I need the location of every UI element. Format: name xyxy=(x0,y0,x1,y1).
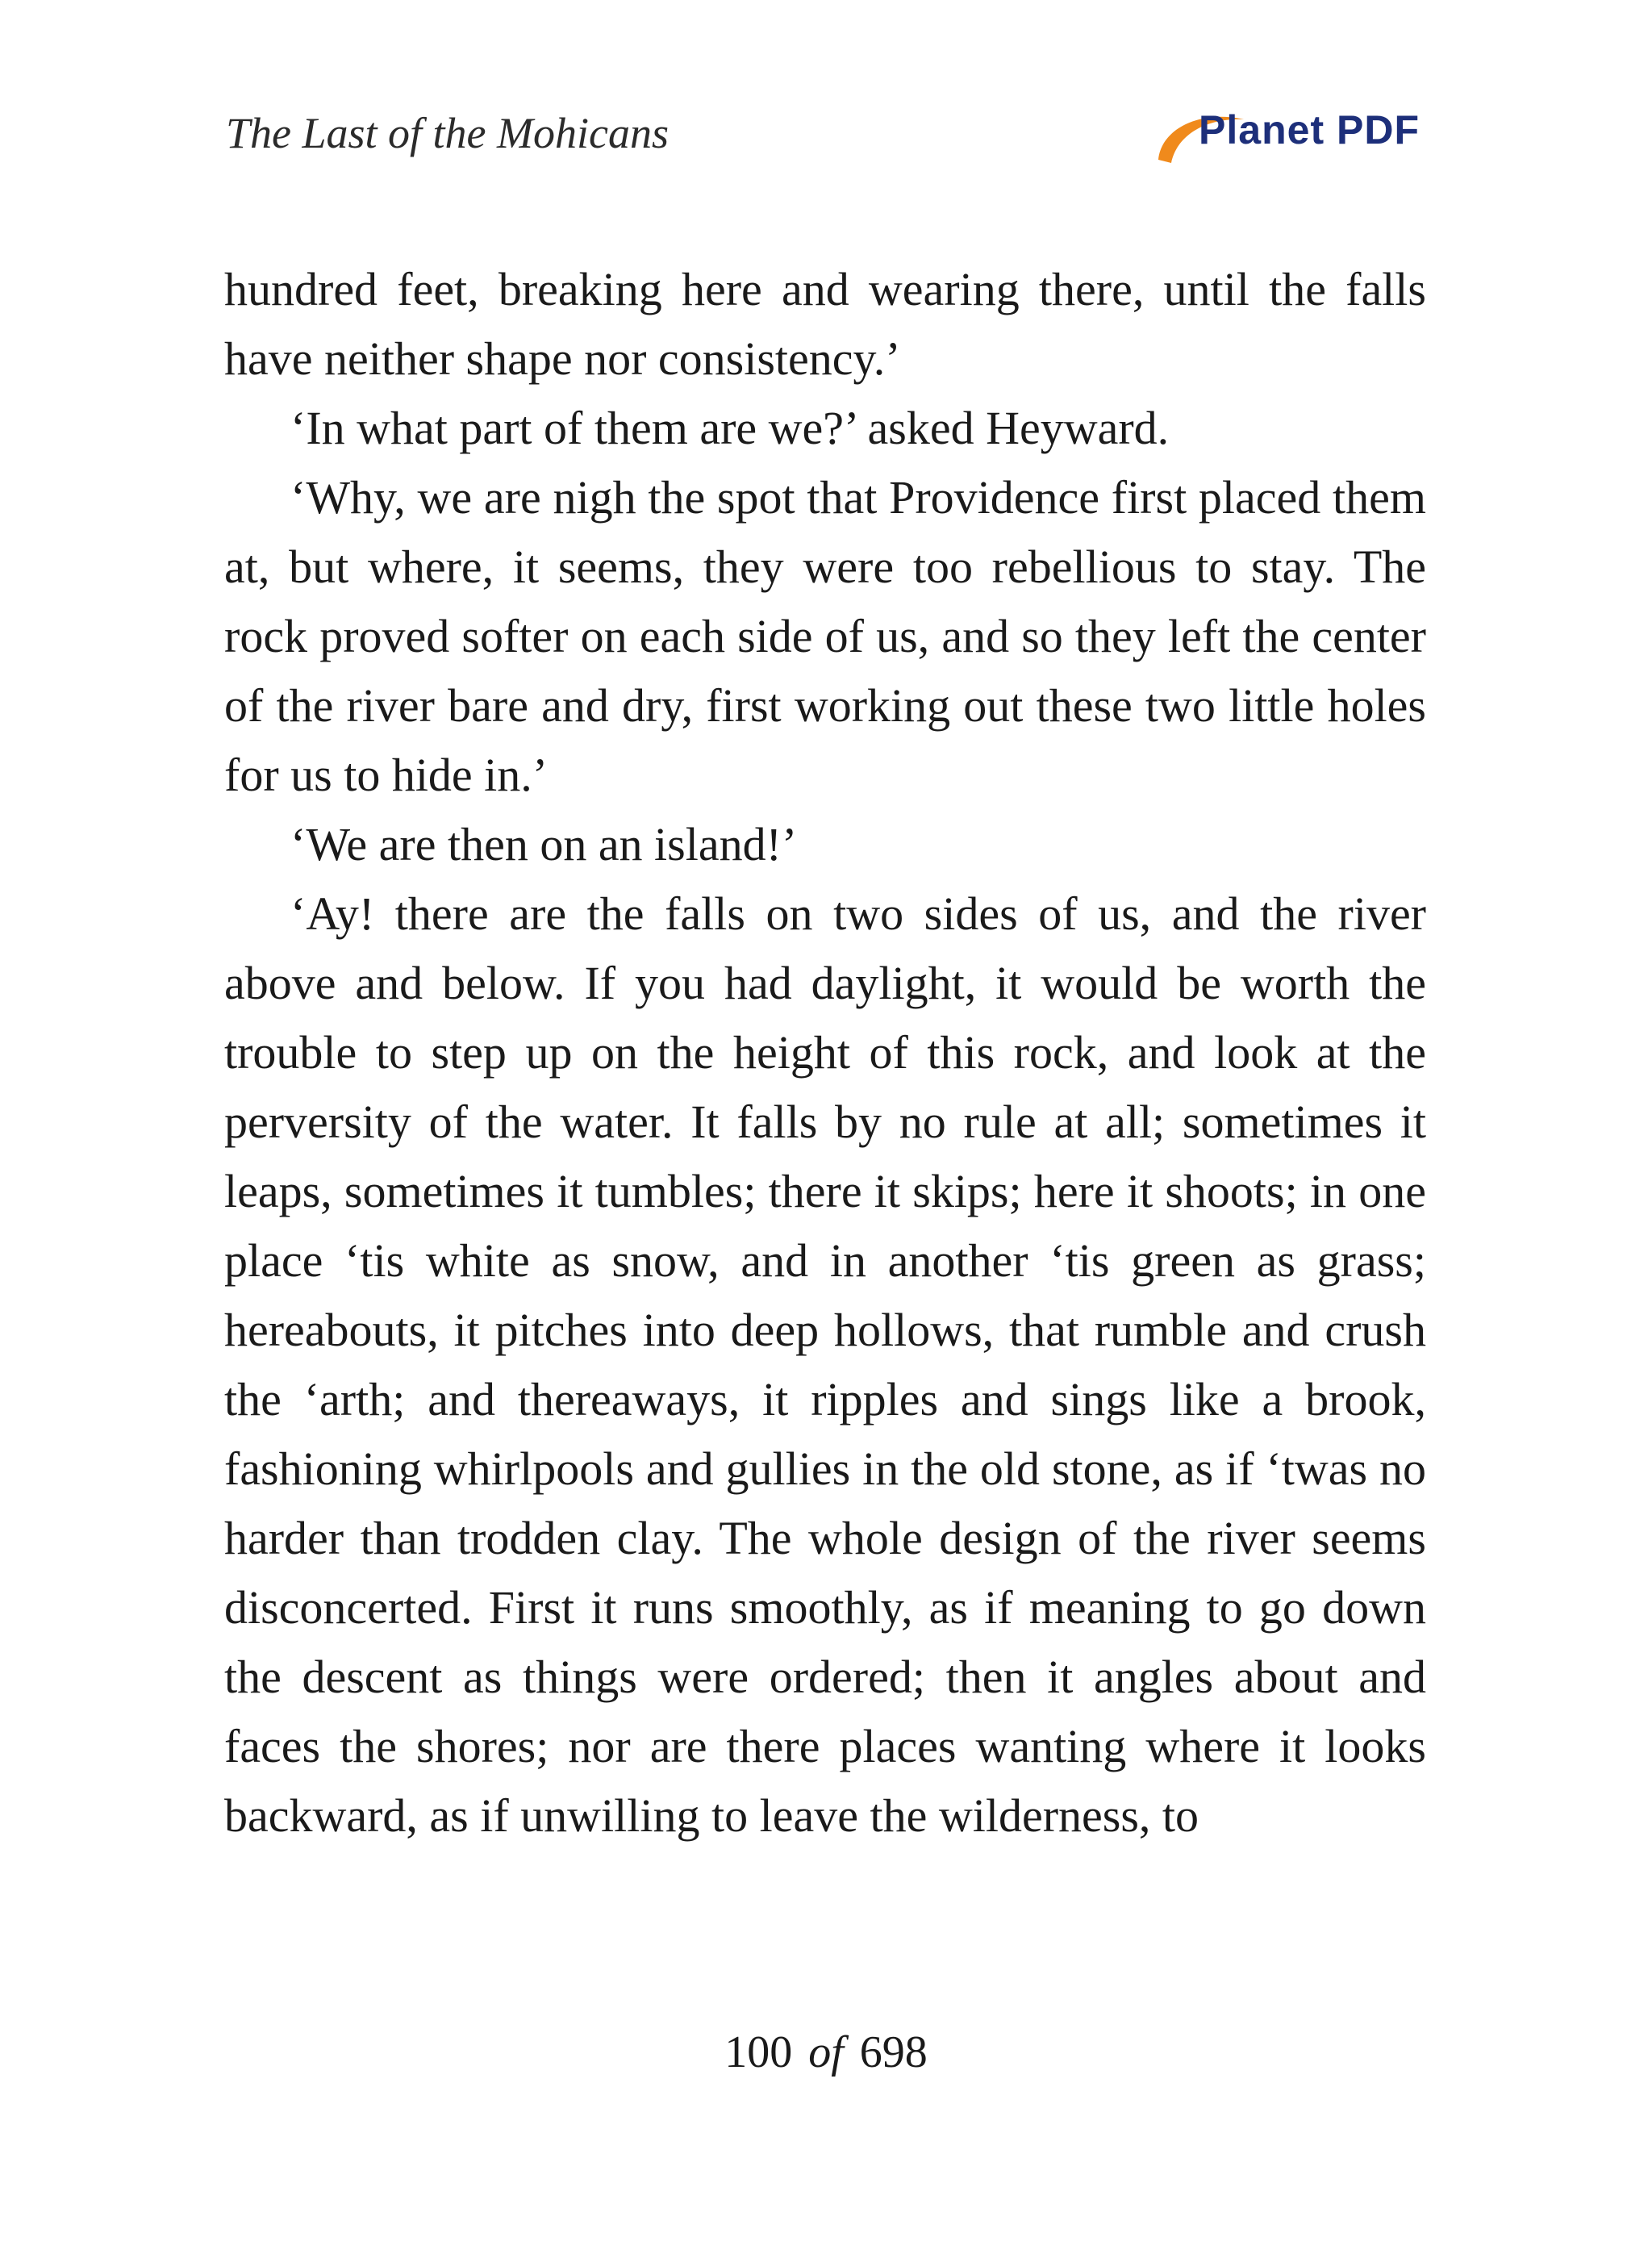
page-total: 698 xyxy=(859,2027,928,2077)
book-title: The Last of the Mohicans xyxy=(226,109,669,157)
paragraph-2: ‘In what part of them are we?’ asked Heyward. xyxy=(290,402,1170,454)
planet-pdf-logo xyxy=(1153,103,1420,176)
paragraph-5: ‘Ay! there are the falls on two sides of us, and the river above and below. If you had daylight, it would be worth the trouble to step up on the height of this rock, and look at the perversity of the water. It falls by no rule at all; sometimes it leaps, sometimes it tumbles; there it skips; here it shoots; in one place ‘tis white as snow, and in another ‘tis green as grass; hereabouts, it pitches into deep hollows, that rumble and crush the ‘arth; and thereaways, it ripples and sings like a brook, fashioning whirlpools and gullies in the old stone, as if ‘twas no harder than trodden clay. The whole design of the river seems disconcerted. First it runs smoothly, as if meaning to go down the descent as things were ordered; then it angles about and faces the shores; nor are there places wanting where it looks backward, as if unwilling to leave the wilderness, to xyxy=(224,887,1426,1842)
page-number xyxy=(0,2027,1652,2078)
page-header xyxy=(224,97,1428,177)
paragraph-3: ‘Why, we are nigh the spot that Providence first placed them at, but where, it seems, they were too rebellious to stay. The rock proved softer on each side of us, and so they left the center of the river bare and dry, first working out these two little holes for us to hide in.’ xyxy=(224,471,1426,801)
page-body xyxy=(224,255,1426,1851)
paragraph-1: hundred feet, breaking here and wearing there, until the falls have neither shape nor consistency.’ xyxy=(224,263,1426,385)
logo-text: Planet PDF xyxy=(1199,107,1420,152)
page-of-label: of xyxy=(808,2027,844,2077)
paragraph-4: ‘We are then on an island!’ xyxy=(290,818,798,870)
page-current: 100 xyxy=(724,2027,793,2077)
